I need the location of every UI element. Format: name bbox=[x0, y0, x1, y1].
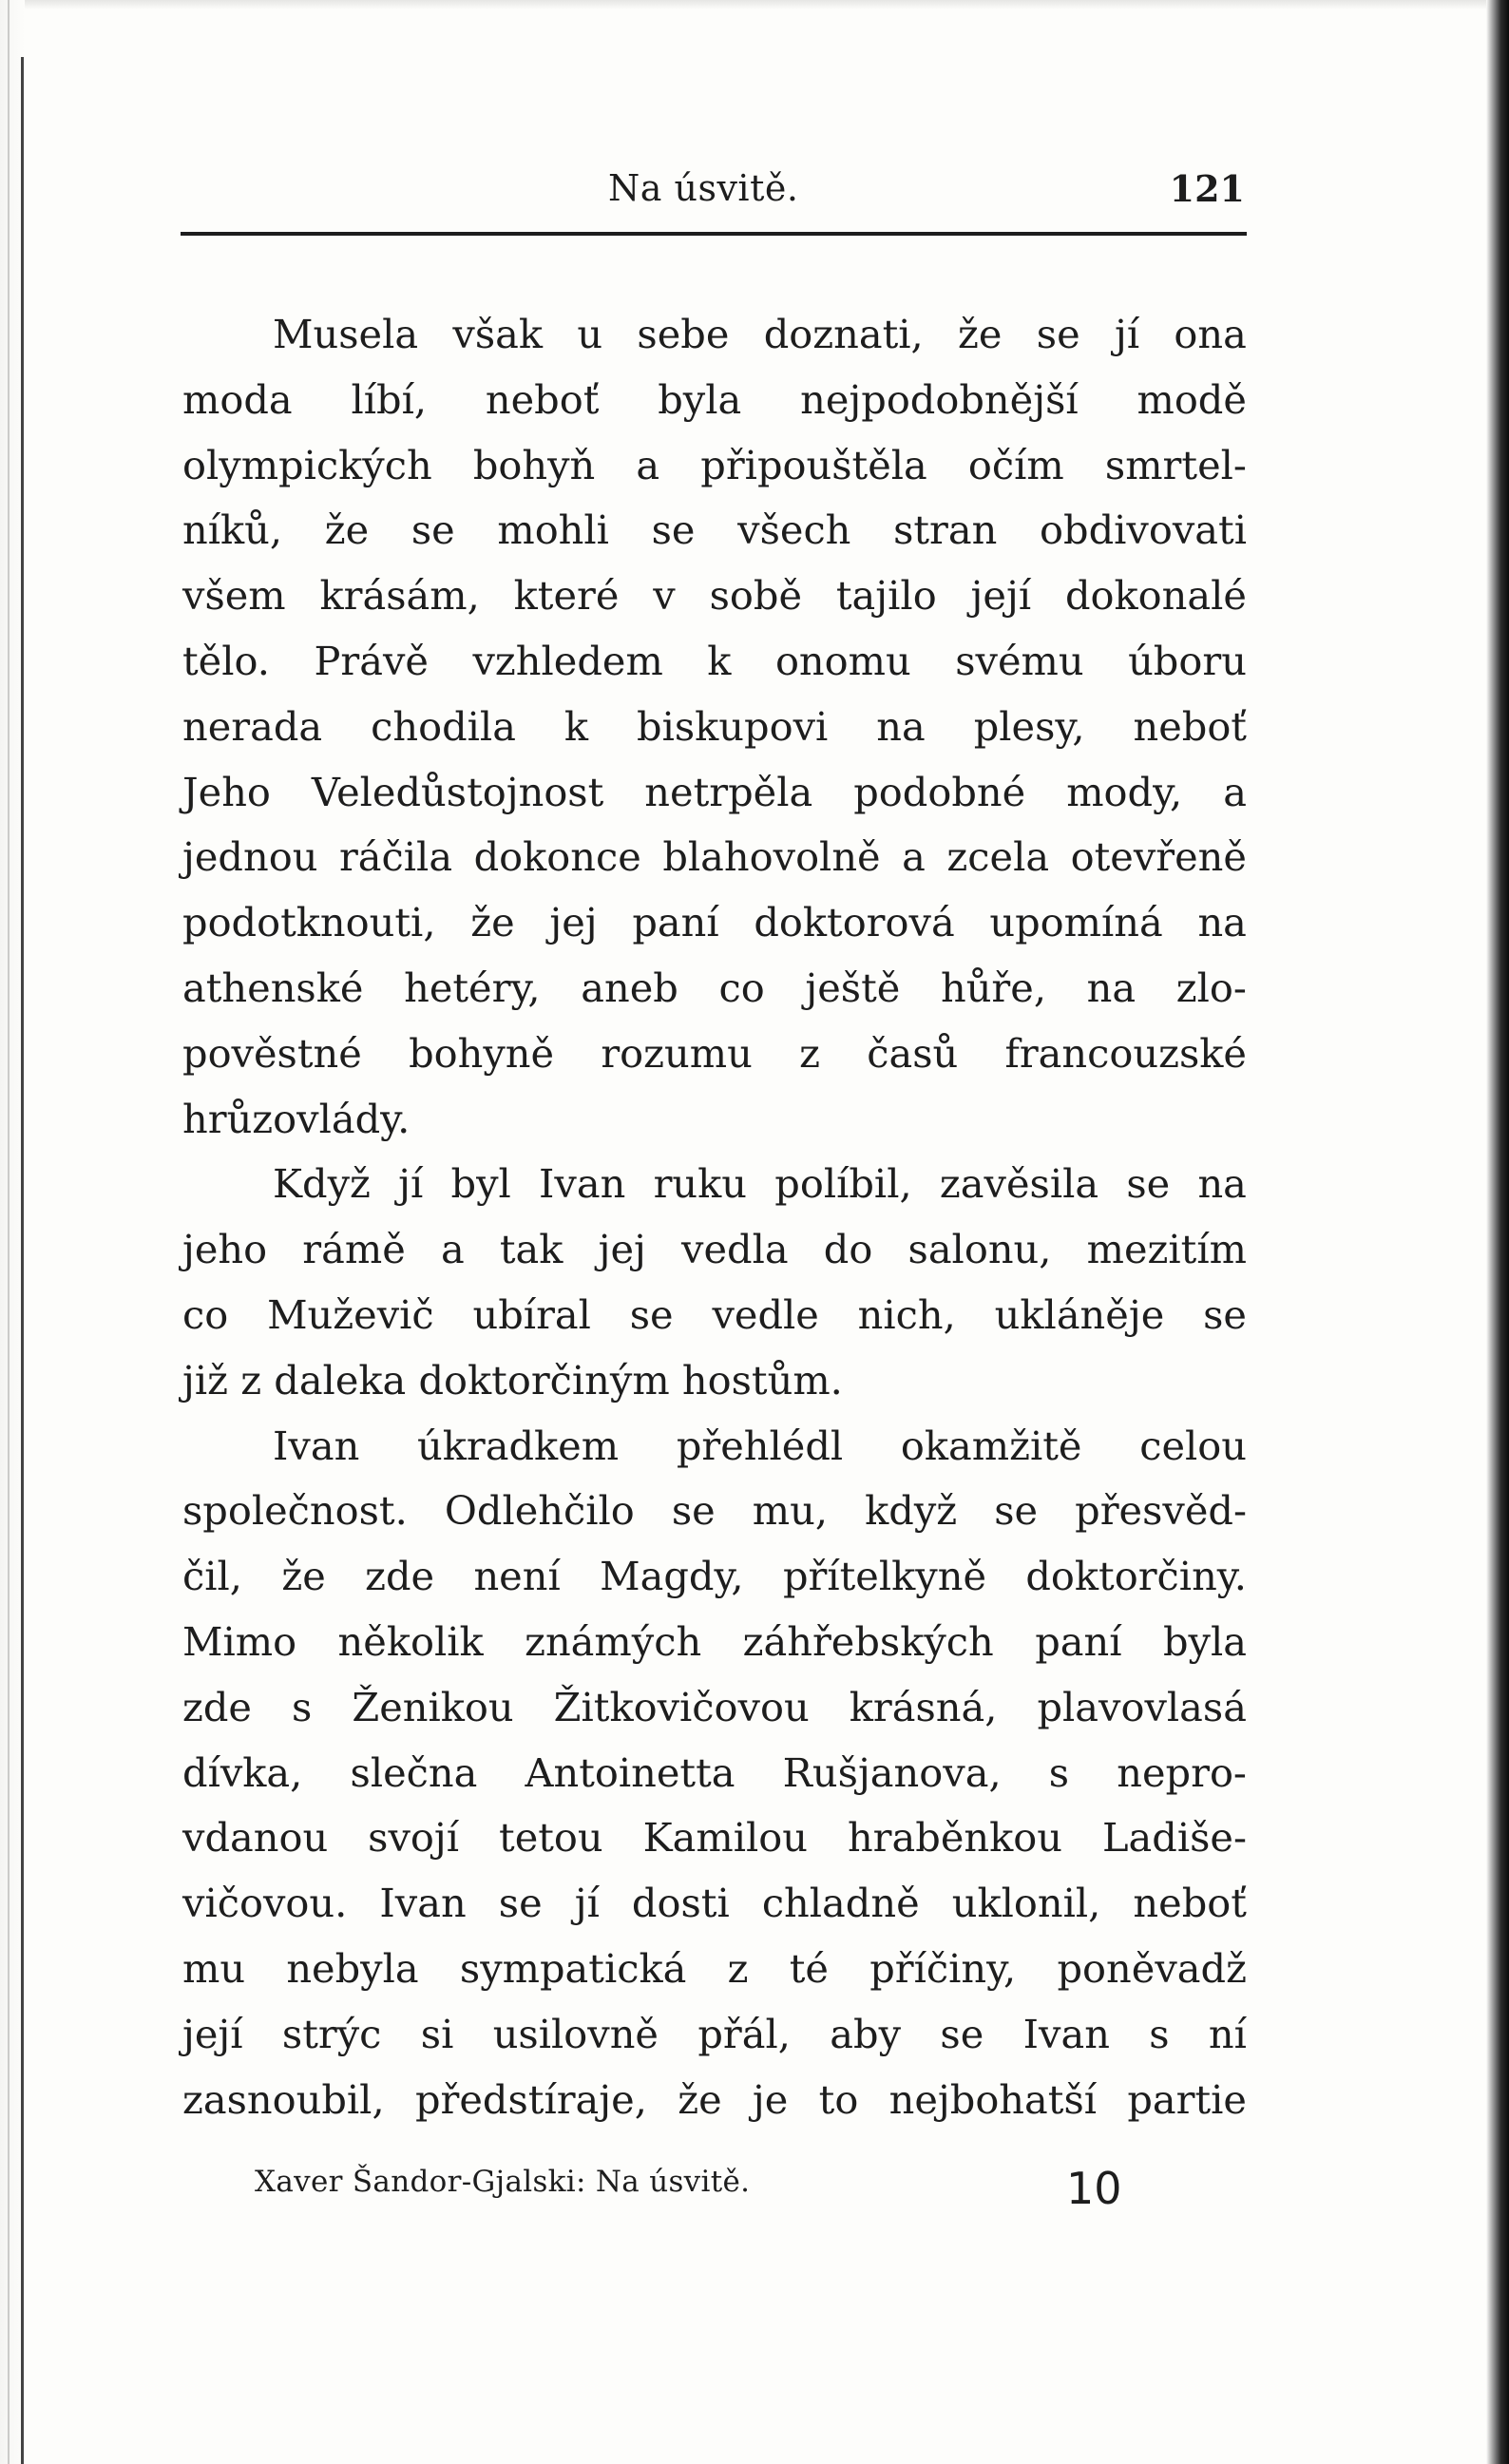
text-line bbox=[182, 1022, 1247, 1087]
scan-left-binding-line bbox=[21, 57, 24, 2464]
word: chladně bbox=[761, 1880, 920, 1927]
word: bohyně bbox=[409, 1029, 555, 1077]
word: z bbox=[799, 1029, 820, 1077]
word: tetou bbox=[499, 1814, 603, 1862]
text-line bbox=[182, 1414, 1247, 1480]
word: nerada bbox=[182, 702, 323, 750]
word: se bbox=[940, 2010, 984, 2057]
word: známých bbox=[525, 1617, 702, 1665]
text-line bbox=[182, 1283, 1247, 1348]
word: záhřebských bbox=[742, 1617, 994, 1665]
text-line bbox=[182, 1805, 1247, 1871]
word: dokonce bbox=[473, 833, 641, 881]
word: rozumu bbox=[601, 1029, 753, 1077]
word: mezitím bbox=[1086, 1226, 1247, 1273]
word: byla bbox=[1162, 1617, 1247, 1665]
word: které bbox=[513, 572, 620, 620]
body-text bbox=[182, 302, 1247, 2132]
word: si bbox=[420, 2010, 454, 2057]
word: salonu, bbox=[907, 1226, 1052, 1273]
word: co bbox=[182, 1290, 229, 1338]
word: však bbox=[452, 311, 544, 357]
word: doktorová bbox=[754, 899, 955, 946]
word: Ivan bbox=[539, 1160, 626, 1208]
word: chodila bbox=[371, 702, 516, 750]
word: neboť bbox=[1133, 702, 1247, 750]
word: poněvadž bbox=[1057, 1944, 1247, 1992]
word: s bbox=[292, 1683, 313, 1730]
text-line bbox=[182, 1610, 1247, 1675]
word: mody, bbox=[1066, 768, 1183, 815]
word: všech bbox=[737, 506, 851, 554]
word: Muževič bbox=[267, 1290, 434, 1338]
word: nejpodobnější bbox=[800, 375, 1079, 423]
word: Právě bbox=[314, 637, 429, 684]
word: vičovou. bbox=[182, 1880, 348, 1927]
scan-right-edge bbox=[1486, 0, 1509, 2464]
word: není bbox=[473, 1553, 561, 1600]
word: k bbox=[707, 637, 732, 684]
word: se bbox=[1126, 1160, 1171, 1208]
word: a bbox=[1223, 768, 1247, 815]
word: modě bbox=[1137, 375, 1247, 423]
scan-top-edge bbox=[0, 0, 1509, 10]
word: blahovolně bbox=[662, 833, 881, 881]
word: vedla bbox=[681, 1226, 789, 1273]
word: podobné bbox=[853, 768, 1026, 815]
word: stran bbox=[893, 506, 998, 554]
text-line bbox=[182, 433, 1247, 499]
word: že bbox=[324, 506, 370, 554]
word: aneb bbox=[581, 964, 678, 1011]
word: a bbox=[902, 833, 926, 881]
word: netrpěla bbox=[644, 768, 813, 815]
word: krásná, bbox=[849, 1683, 998, 1730]
sheet-number: 10 bbox=[1066, 2163, 1122, 2214]
word: uklonil, bbox=[951, 1880, 1101, 1927]
text-line bbox=[182, 302, 1247, 368]
text-line bbox=[182, 1152, 1247, 1217]
word: připouštěla bbox=[700, 441, 927, 488]
word: krásám, bbox=[319, 572, 480, 620]
text-line bbox=[182, 563, 1247, 629]
word: Ivan bbox=[1022, 2010, 1110, 2057]
word: zcela bbox=[946, 833, 1050, 881]
word: mu bbox=[182, 1944, 246, 1992]
word: zavěsila bbox=[939, 1160, 1099, 1208]
word: co bbox=[718, 964, 765, 1011]
word: že bbox=[470, 899, 515, 946]
word: smrtel- bbox=[1104, 441, 1247, 488]
word: jí bbox=[574, 1880, 600, 1927]
word: společnost. bbox=[182, 1487, 408, 1535]
word: ona bbox=[1174, 311, 1247, 357]
word: se bbox=[629, 1290, 674, 1338]
word: Musela bbox=[273, 311, 419, 357]
word: a bbox=[636, 441, 660, 488]
page-number: 121 bbox=[1169, 167, 1245, 210]
word: z bbox=[727, 1944, 749, 1992]
text-line bbox=[182, 825, 1247, 890]
text-line bbox=[182, 498, 1247, 563]
word: hetéry, bbox=[404, 964, 541, 1011]
word: Odlehčilo bbox=[444, 1487, 635, 1535]
word: vzhledem bbox=[472, 637, 663, 684]
word: zlo- bbox=[1175, 964, 1247, 1011]
word: přítelkyně bbox=[782, 1553, 987, 1600]
word: olympických bbox=[182, 441, 432, 488]
word: její bbox=[182, 2010, 243, 2057]
word: Ženikou bbox=[352, 1683, 514, 1730]
word: že bbox=[958, 311, 1003, 357]
word: tak bbox=[499, 1226, 563, 1273]
text-line bbox=[182, 2068, 1247, 2133]
word: obdivovati bbox=[1040, 506, 1247, 554]
word: úboru bbox=[1128, 637, 1247, 684]
word: té bbox=[789, 1944, 829, 1992]
word: bohyň bbox=[472, 441, 596, 488]
word: paní bbox=[632, 899, 719, 946]
word: se bbox=[1203, 1290, 1247, 1338]
word: podotknouti, bbox=[182, 899, 436, 946]
word: na bbox=[1197, 899, 1247, 946]
word: pověstné bbox=[182, 1029, 362, 1077]
word: se bbox=[498, 1880, 543, 1927]
word: se bbox=[651, 506, 696, 554]
word: na bbox=[876, 702, 926, 750]
word: sebe bbox=[637, 311, 730, 357]
word: ještě bbox=[805, 964, 901, 1011]
word: nebyla bbox=[286, 1944, 419, 1992]
word: plavovlasá bbox=[1037, 1683, 1247, 1730]
word: biskupovi bbox=[637, 702, 829, 750]
word: hraběnkou bbox=[847, 1814, 1062, 1862]
word: doktorčiny. bbox=[1025, 1553, 1247, 1600]
word: Ivan bbox=[379, 1880, 467, 1927]
header-rule bbox=[181, 232, 1247, 236]
word: tajilo bbox=[835, 572, 937, 620]
word: čil, bbox=[182, 1553, 242, 1600]
word: jeho bbox=[182, 1226, 268, 1273]
word: ukláněje bbox=[994, 1290, 1165, 1338]
word: políbil, bbox=[774, 1160, 912, 1208]
word: že bbox=[281, 1553, 326, 1600]
word: hůře, bbox=[940, 964, 1047, 1011]
word: Antoinetta bbox=[525, 1748, 735, 1796]
word: svojí bbox=[368, 1814, 460, 1862]
word: vedle bbox=[712, 1290, 819, 1338]
word: když bbox=[865, 1487, 958, 1535]
word: k bbox=[563, 702, 589, 750]
word: upomíná bbox=[989, 899, 1163, 946]
printer-signature: Xaver Šandor-Gjalski: Na úsvitě. bbox=[255, 2165, 751, 2199]
text-line bbox=[182, 1937, 1247, 2002]
text-line bbox=[182, 1675, 1247, 1741]
word: byla bbox=[658, 375, 742, 423]
text-line: již z daleka doktorčiným hostům. bbox=[182, 1356, 843, 1404]
word: se bbox=[671, 1487, 716, 1535]
word: doznati, bbox=[763, 311, 924, 357]
word: tělo. bbox=[182, 637, 270, 684]
word: paní bbox=[1035, 1617, 1122, 1665]
word: na bbox=[1086, 964, 1137, 1011]
word: na bbox=[1197, 1160, 1247, 1208]
word: strýc bbox=[281, 2010, 382, 2057]
text-line bbox=[182, 1544, 1247, 1610]
word: s bbox=[1149, 2010, 1170, 2057]
word: se bbox=[994, 1487, 1039, 1535]
word: příčiny, bbox=[869, 1944, 1017, 1992]
word: nich, bbox=[857, 1290, 956, 1338]
word: ní bbox=[1208, 2010, 1247, 2057]
word: všem bbox=[182, 572, 286, 620]
word: u bbox=[577, 311, 603, 357]
scan-left-shadow bbox=[8, 0, 10, 2464]
word: slečna bbox=[350, 1748, 478, 1796]
word: ráčila bbox=[338, 833, 453, 881]
word: onomu bbox=[774, 637, 911, 684]
word: se bbox=[411, 506, 455, 554]
word: jej bbox=[598, 1226, 646, 1273]
word: předstíraje, bbox=[414, 2075, 647, 2123]
word: sobě bbox=[709, 572, 803, 620]
word: časů bbox=[867, 1029, 959, 1077]
text-line bbox=[182, 1741, 1247, 1806]
word: do bbox=[823, 1226, 873, 1273]
word: Když bbox=[273, 1160, 371, 1208]
word: líbí, bbox=[351, 375, 428, 423]
word: mu, bbox=[752, 1487, 829, 1535]
word: celou bbox=[1139, 1422, 1247, 1469]
word: její bbox=[970, 572, 1032, 620]
word: očím bbox=[967, 441, 1064, 488]
word: s bbox=[1048, 1748, 1070, 1796]
word: zde bbox=[365, 1553, 435, 1600]
text-line: hrůzovlády. bbox=[182, 1095, 411, 1142]
word: jí bbox=[398, 1160, 424, 1208]
word: v bbox=[653, 572, 676, 620]
word: přál, bbox=[697, 2010, 791, 2057]
word: nepro- bbox=[1117, 1748, 1247, 1796]
word: neboť bbox=[1133, 1880, 1247, 1927]
running-title: Na úsvitě. bbox=[608, 167, 799, 209]
word: úkradkem bbox=[417, 1422, 620, 1469]
word: zde bbox=[182, 1683, 252, 1730]
text-line bbox=[182, 2002, 1247, 2068]
word: jí bbox=[1114, 311, 1140, 357]
word: ubíral bbox=[472, 1290, 591, 1338]
text-line bbox=[182, 1871, 1247, 1937]
word: Jeho bbox=[182, 768, 271, 815]
word: mohli bbox=[497, 506, 609, 554]
word: Veledůstojnost bbox=[311, 768, 604, 815]
text-line bbox=[182, 1479, 1247, 1544]
word: vdanou bbox=[182, 1814, 329, 1862]
word: jednou bbox=[182, 833, 318, 881]
word: otevřeně bbox=[1070, 833, 1247, 881]
word: svému bbox=[955, 637, 1084, 684]
word: dosti bbox=[631, 1880, 730, 1927]
word: přesvěd- bbox=[1075, 1487, 1247, 1535]
word: níků, bbox=[182, 506, 283, 554]
word: Mimo bbox=[182, 1617, 297, 1665]
word: že bbox=[678, 2075, 722, 2123]
text-line bbox=[182, 890, 1247, 956]
word: athenské bbox=[182, 964, 364, 1011]
word: Kamilou bbox=[642, 1814, 808, 1862]
word: nejbohatší bbox=[888, 2075, 1098, 2123]
word: byl bbox=[450, 1160, 511, 1208]
text-line bbox=[182, 956, 1247, 1022]
word: aby bbox=[830, 2010, 902, 2057]
word: Rušjanova, bbox=[782, 1748, 1002, 1796]
text-line bbox=[182, 368, 1247, 433]
word: to bbox=[818, 2075, 859, 2123]
word: jej bbox=[549, 899, 598, 946]
word: Magdy, bbox=[600, 1553, 744, 1600]
word: zasnoubil, bbox=[182, 2075, 385, 2123]
word: je bbox=[752, 2075, 789, 2123]
word: dívka, bbox=[182, 1748, 303, 1796]
text-line bbox=[182, 1217, 1247, 1283]
word: rámě bbox=[302, 1226, 406, 1273]
text-line bbox=[182, 695, 1247, 760]
word: přehlédl bbox=[676, 1422, 844, 1469]
word: francouzské bbox=[1004, 1029, 1247, 1077]
running-header bbox=[181, 167, 1245, 224]
text-line bbox=[182, 629, 1247, 695]
word: ruku bbox=[653, 1160, 748, 1208]
word: Žitkovičovou bbox=[553, 1683, 810, 1730]
word: a bbox=[440, 1226, 465, 1273]
word: partie bbox=[1127, 2075, 1247, 2123]
word: okamžitě bbox=[900, 1422, 1082, 1469]
word: dokonalé bbox=[1064, 572, 1247, 620]
word: moda bbox=[182, 375, 293, 423]
word: Ladiše- bbox=[1101, 1814, 1247, 1862]
word: plesy, bbox=[973, 702, 1085, 750]
word: sympatická bbox=[459, 1944, 687, 1992]
word: Ivan bbox=[273, 1422, 360, 1469]
word: neboť bbox=[485, 375, 600, 423]
word: několik bbox=[337, 1617, 484, 1665]
word: se bbox=[1036, 311, 1080, 357]
word: usilovně bbox=[492, 2010, 659, 2057]
text-line bbox=[182, 760, 1247, 826]
